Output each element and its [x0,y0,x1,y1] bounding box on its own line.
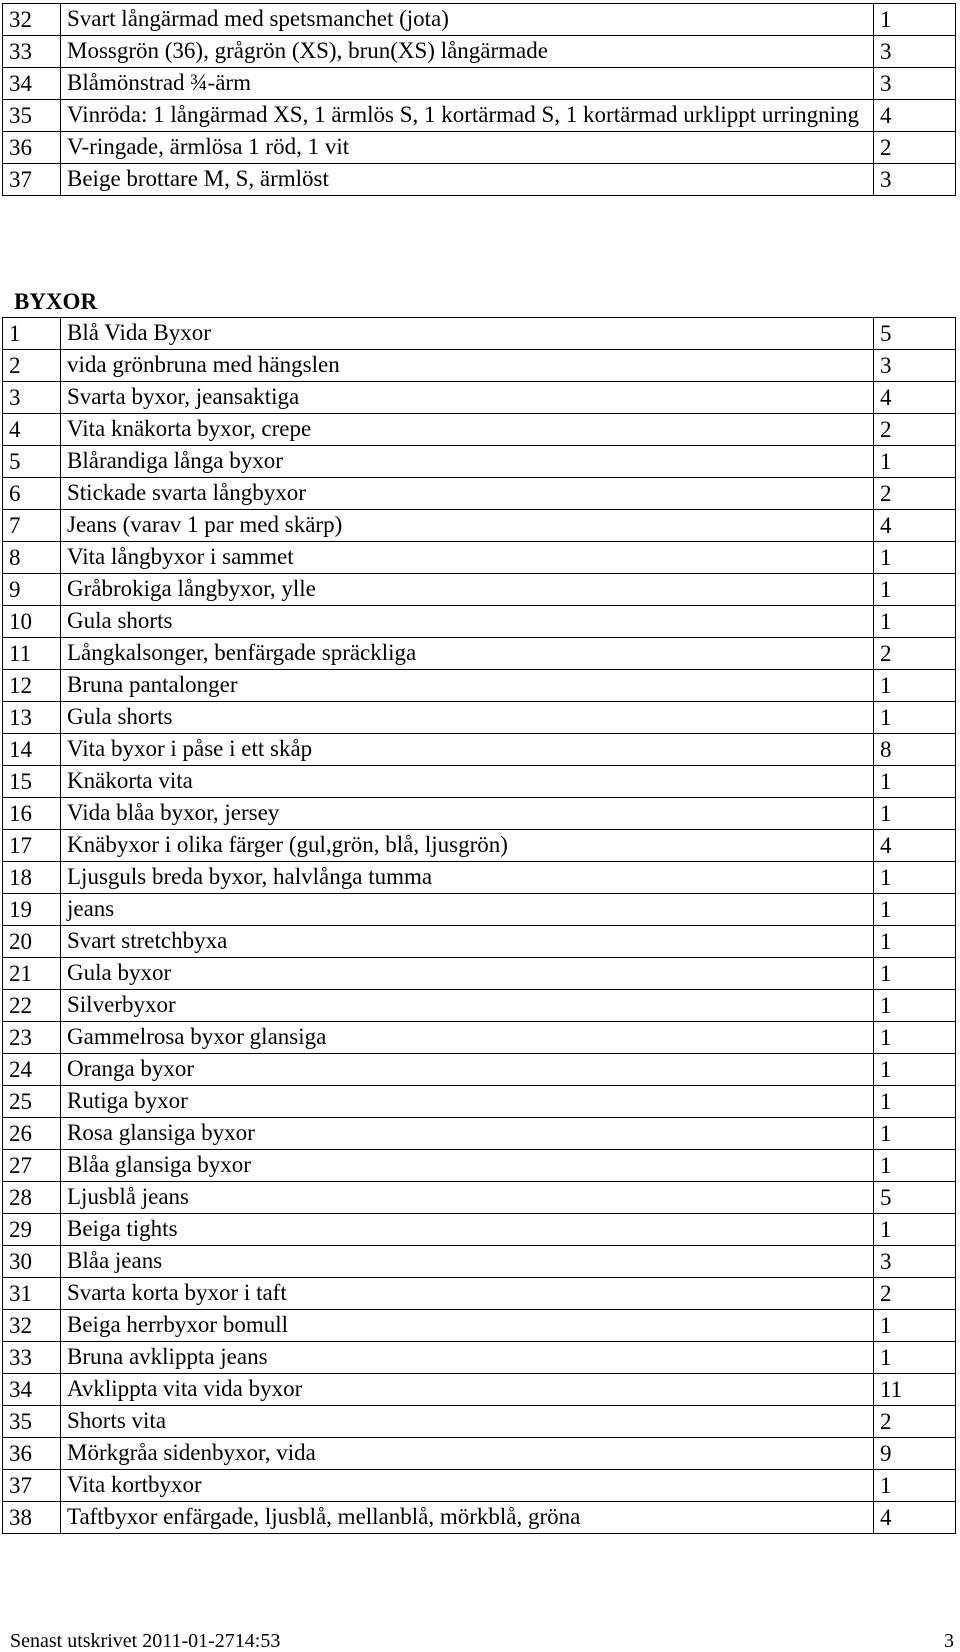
row-number: 32 [3,4,61,36]
item-quantity: 1 [874,702,956,734]
table-row [3,862,956,894]
item-description: Knäkorta vita [61,766,874,798]
table-body-top [3,4,956,196]
item-quantity: 1 [874,926,956,958]
item-description: Knäbyxor i olika färger (gul,grön, blå, ljusgrön) [61,830,874,862]
table-row [3,798,956,830]
table-row [3,990,956,1022]
row-number: 33 [3,36,61,68]
item-quantity: 4 [874,382,956,414]
item-description: Beiga tights [61,1214,874,1246]
item-description: Avklippta vita vida byxor [61,1374,874,1406]
item-description: Mörkgråa sidenbyxor, vida [61,1438,874,1470]
page-footer [10,1630,954,1652]
item-description: Shorts vita [61,1406,874,1438]
item-description: Bruna avklippta jeans [61,1342,874,1374]
table-row [3,4,956,36]
table-row [3,36,956,68]
row-number: 8 [3,542,61,574]
item-quantity: 1 [874,1470,956,1502]
page-number: 3 [944,1630,954,1652]
row-number: 5 [3,446,61,478]
item-description: jeans [61,894,874,926]
item-description: vida grönbruna med hängslen [61,350,874,382]
item-quantity: 3 [874,68,956,100]
table-row [3,606,956,638]
item-description: Blå Vida Byxor [61,318,874,350]
item-description: Vita långbyxor i sammet [61,542,874,574]
table-row [3,1246,956,1278]
item-quantity: 1 [874,1086,956,1118]
item-description: Taftbyxor enfärgade, ljusblå, mellanblå, mörkblå, gröna [61,1502,874,1534]
item-quantity: 8 [874,734,956,766]
row-number: 26 [3,1118,61,1150]
item-quantity: 1 [874,958,956,990]
row-number: 24 [3,1054,61,1086]
byxor-table [2,317,956,1534]
item-quantity: 9 [874,1438,956,1470]
item-quantity: 1 [874,4,956,36]
item-description: Gråbrokiga långbyxor, ylle [61,574,874,606]
row-number: 14 [3,734,61,766]
row-number: 9 [3,574,61,606]
row-number: 3 [3,382,61,414]
table-row [3,670,956,702]
item-description: Vita knäkorta byxor, crepe [61,414,874,446]
table-row [3,132,956,164]
row-number: 22 [3,990,61,1022]
item-quantity: 1 [874,1214,956,1246]
row-number: 2 [3,350,61,382]
table-row [3,414,956,446]
table-row [3,1118,956,1150]
item-description: Vita byxor i påse i ett skåp [61,734,874,766]
table-row [3,1022,956,1054]
row-number: 34 [3,68,61,100]
table-row [3,1150,956,1182]
item-quantity: 1 [874,542,956,574]
table-row [3,1086,956,1118]
item-quantity: 4 [874,100,956,132]
row-number: 18 [3,862,61,894]
item-description: Rosa glansiga byxor [61,1118,874,1150]
item-quantity: 1 [874,1118,956,1150]
row-number: 1 [3,318,61,350]
item-quantity: 2 [874,132,956,164]
row-number: 20 [3,926,61,958]
row-number: 36 [3,1438,61,1470]
table-row [3,1214,956,1246]
item-quantity: 1 [874,1310,956,1342]
table-row [3,1502,956,1534]
item-quantity: 1 [874,670,956,702]
item-description: Stickade svarta långbyxor [61,478,874,510]
table-row [3,574,956,606]
table-row [3,100,956,132]
row-number: 21 [3,958,61,990]
table-row [3,1438,956,1470]
item-quantity: 3 [874,1246,956,1278]
item-description: Blåa glansiga byxor [61,1150,874,1182]
row-number: 35 [3,100,61,132]
row-number: 17 [3,830,61,862]
row-number: 36 [3,132,61,164]
item-quantity: 1 [874,574,956,606]
item-description: Bruna pantalonger [61,670,874,702]
item-quantity: 1 [874,798,956,830]
item-quantity: 4 [874,1502,956,1534]
row-number: 15 [3,766,61,798]
row-number: 23 [3,1022,61,1054]
table-row [3,926,956,958]
table-row [3,1182,956,1214]
item-description: Blåa jeans [61,1246,874,1278]
item-description: Beige brottare M, S, ärmlöst [61,164,874,196]
item-description: Svarta korta byxor i taft [61,1278,874,1310]
item-quantity: 3 [874,36,956,68]
table-row [3,382,956,414]
item-description: Beiga herrbyxor bomull [61,1310,874,1342]
item-quantity: 11 [874,1374,956,1406]
table-row [3,164,956,196]
table-row [3,542,956,574]
item-quantity: 1 [874,1342,956,1374]
table-row [3,830,956,862]
item-description: Vinröda: 1 långärmad XS, 1 ärmlös S, 1 kortärmad S, 1 kortärmad urklippt urringning [61,100,874,132]
row-number: 16 [3,798,61,830]
row-number: 6 [3,478,61,510]
table-row [3,1054,956,1086]
item-description: Oranga byxor [61,1054,874,1086]
row-number: 7 [3,510,61,542]
item-description: Långkalsonger, benfärgade spräckliga [61,638,874,670]
item-description: Blåmönstrad ¾-ärm [61,68,874,100]
item-quantity: 2 [874,414,956,446]
row-number: 25 [3,1086,61,1118]
item-description: Blårandiga långa byxor [61,446,874,478]
item-description: Vida blåa byxor, jersey [61,798,874,830]
item-quantity: 1 [874,606,956,638]
item-quantity: 1 [874,862,956,894]
row-number: 11 [3,638,61,670]
table-row [3,68,956,100]
printed-timestamp: Senast utskrivet 2011-01-2714:53 [10,1630,281,1652]
table-row [3,638,956,670]
item-quantity: 4 [874,830,956,862]
item-quantity: 5 [874,318,956,350]
row-number: 34 [3,1374,61,1406]
item-description: Svarta byxor, jeansaktiga [61,382,874,414]
table-row [3,1470,956,1502]
row-number: 13 [3,702,61,734]
row-number: 30 [3,1246,61,1278]
row-number: 31 [3,1278,61,1310]
row-number: 12 [3,670,61,702]
item-description: Gula shorts [61,606,874,638]
table-row [3,894,956,926]
table-row [3,350,956,382]
item-description: Svart stretchbyxa [61,926,874,958]
clothing-table-top [2,3,956,196]
row-number: 28 [3,1182,61,1214]
row-number: 32 [3,1310,61,1342]
table-row [3,734,956,766]
item-description: Jeans (varav 1 par med skärp) [61,510,874,542]
item-quantity: 1 [874,1150,956,1182]
table-row [3,478,956,510]
item-quantity: 3 [874,350,956,382]
row-number: 38 [3,1502,61,1534]
table-row [3,1278,956,1310]
table-row [3,1310,956,1342]
item-description: Vita kortbyxor [61,1470,874,1502]
item-description: Svart långärmad med spetsmanchet (jota) [61,4,874,36]
item-quantity: 2 [874,638,956,670]
item-description: Ljusguls breda byxor, halvlånga tumma [61,862,874,894]
item-quantity: 4 [874,510,956,542]
table-row [3,510,956,542]
table-row [3,446,956,478]
item-quantity: 1 [874,1054,956,1086]
row-number: 35 [3,1406,61,1438]
item-description: Silverbyxor [61,990,874,1022]
item-description: Ljusblå jeans [61,1182,874,1214]
section-title-byxor: BYXOR [14,289,98,314]
table-row [3,318,956,350]
item-quantity: 1 [874,446,956,478]
row-number: 29 [3,1214,61,1246]
table-row [3,1342,956,1374]
row-number: 4 [3,414,61,446]
item-description: Rutiga byxor [61,1086,874,1118]
item-quantity: 3 [874,164,956,196]
table-body-byxor [3,318,956,1534]
item-quantity: 1 [874,894,956,926]
table-row [3,702,956,734]
item-quantity: 2 [874,1406,956,1438]
row-number: 27 [3,1150,61,1182]
item-quantity: 1 [874,990,956,1022]
table-row [3,1406,956,1438]
item-description: V-ringade, ärmlösa 1 röd, 1 vit [61,132,874,164]
row-number: 37 [3,1470,61,1502]
item-quantity: 2 [874,478,956,510]
row-number: 37 [3,164,61,196]
item-quantity: 1 [874,1022,956,1054]
item-description: Gula byxor [61,958,874,990]
row-number: 10 [3,606,61,638]
item-quantity: 1 [874,766,956,798]
table-row [3,766,956,798]
item-quantity: 5 [874,1182,956,1214]
item-quantity: 2 [874,1278,956,1310]
row-number: 19 [3,894,61,926]
item-description: Gammelrosa byxor glansiga [61,1022,874,1054]
table-row [3,1374,956,1406]
row-number: 33 [3,1342,61,1374]
item-description: Gula shorts [61,702,874,734]
item-description: Mossgrön (36), grågrön (XS), brun(XS) långärmade [61,36,874,68]
table-row [3,958,956,990]
